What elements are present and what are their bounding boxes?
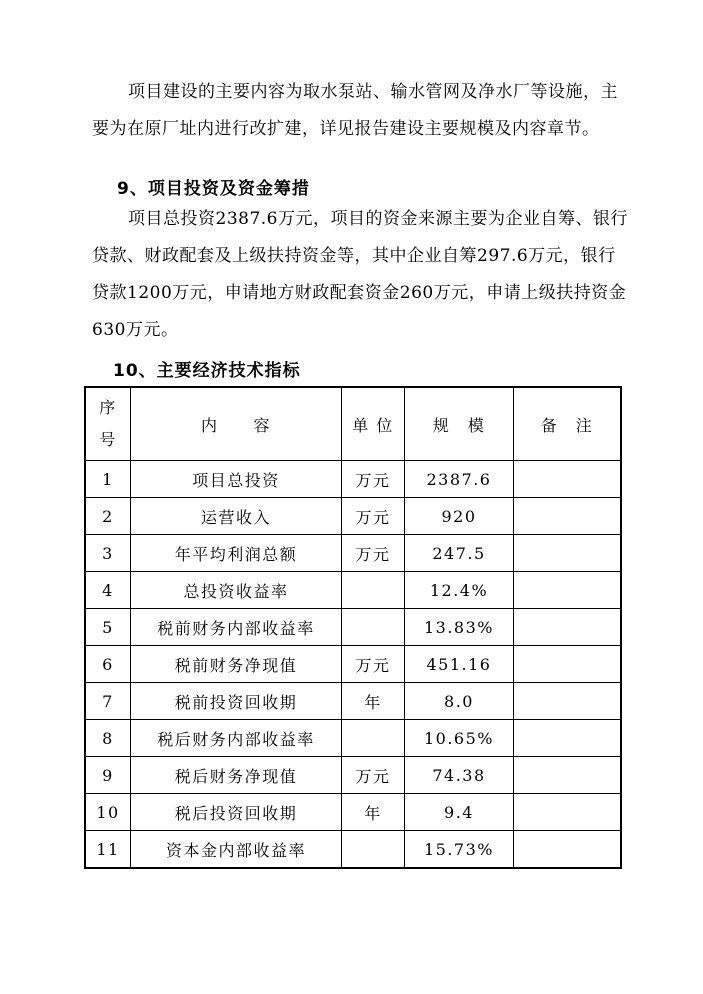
header-scale: 规 模 [405,387,514,461]
table-row [85,646,621,683]
cell-scale: 2387.6 [405,461,514,498]
table-header-row [85,387,621,461]
table-row [85,609,621,646]
cell-unit [342,609,405,646]
table-row [85,720,621,757]
cell-no: 3 [85,535,131,572]
header-no-line2: 号 [99,430,117,449]
cell-no: 2 [85,498,131,535]
cell-content: 总投资收益率 [131,572,342,609]
cell-scale: 9.4 [405,794,514,831]
cell-unit: 万元 [342,535,405,572]
cell-unit: 年 [342,683,405,720]
header-content: 内 容 [131,387,342,461]
cell-scale: 74.38 [405,757,514,794]
cell-content: 税后投资回收期 [131,794,342,831]
cell-content: 资本金内部收益率 [131,831,342,869]
cell-remark [514,646,622,683]
header-unit: 单 位 [342,387,405,461]
table-body [85,461,621,869]
cell-remark [514,831,622,869]
cell-scale: 10.65% [405,720,514,757]
cell-content: 税后财务内部收益率 [131,720,342,757]
cell-no: 10 [85,794,131,831]
scope-paragraph: 项目建设的主要内容为取水泵站、输水管网及净水厂等设施，主要为在原厂址内进行改扩建，详见报告建设主要规模及内容章节。 [92,82,618,139]
cell-scale: 247.5 [405,535,514,572]
table-row [85,461,621,498]
cell-remark [514,498,622,535]
cell-no: 9 [85,757,131,794]
cell-remark [514,461,622,498]
cell-remark [514,572,622,609]
cell-scale: 12.4% [405,572,514,609]
cell-unit: 万元 [342,646,405,683]
cell-scale: 451.16 [405,646,514,683]
cell-remark [514,683,622,720]
table-row [85,794,621,831]
cell-no: 8 [85,720,131,757]
cell-content: 年平均利润总额 [131,535,342,572]
cell-remark [514,720,622,757]
cell-unit: 万元 [342,498,405,535]
cell-unit: 万元 [342,757,405,794]
cell-content: 税后财务净现值 [131,757,342,794]
header-remark: 备 注 [514,387,622,461]
cell-content: 项目总投资 [131,461,342,498]
header-no [85,387,131,461]
investment-paragraph: 项目总投资2387.6万元，项目的资金来源主要为企业自筹、银行贷款、财政配套及上级扶持资金等，其中企业自筹297.6万元，银行贷款1200万元，申请地方财政配套资金260万元，申请上级扶持资金630万元。 [92,209,628,340]
cell-remark [514,794,622,831]
table-row [85,757,621,794]
cell-remark [514,609,622,646]
section-heading-9: 9、项目投资及资金筹措 [117,179,310,199]
cell-scale: 15.73% [405,831,514,869]
cell-no: 4 [85,572,131,609]
table-row [85,498,621,535]
table-row [85,535,621,572]
table-row [85,831,621,869]
cell-content: 税前投资回收期 [131,683,342,720]
cell-remark [514,535,622,572]
cell-unit [342,572,405,609]
cell-scale: 920 [405,498,514,535]
table-row [85,572,621,609]
cell-unit: 万元 [342,461,405,498]
indicators-table [84,386,622,869]
cell-no: 6 [85,646,131,683]
cell-scale: 13.83% [405,609,514,646]
cell-content: 税前财务净现值 [131,646,342,683]
table-row [85,683,621,720]
cell-unit: 年 [342,794,405,831]
cell-remark [514,757,622,794]
cell-no: 11 [85,831,131,869]
cell-no: 1 [85,461,131,498]
header-no-line1: 序 [99,398,117,417]
cell-unit [342,720,405,757]
cell-content: 运营收入 [131,498,342,535]
cell-scale: 8.0 [405,683,514,720]
cell-no: 5 [85,609,131,646]
cell-unit [342,831,405,869]
cell-no: 7 [85,683,131,720]
section-heading-10: 10、主要经济技术指标 [113,361,301,381]
cell-content: 税前财务内部收益率 [131,609,342,646]
